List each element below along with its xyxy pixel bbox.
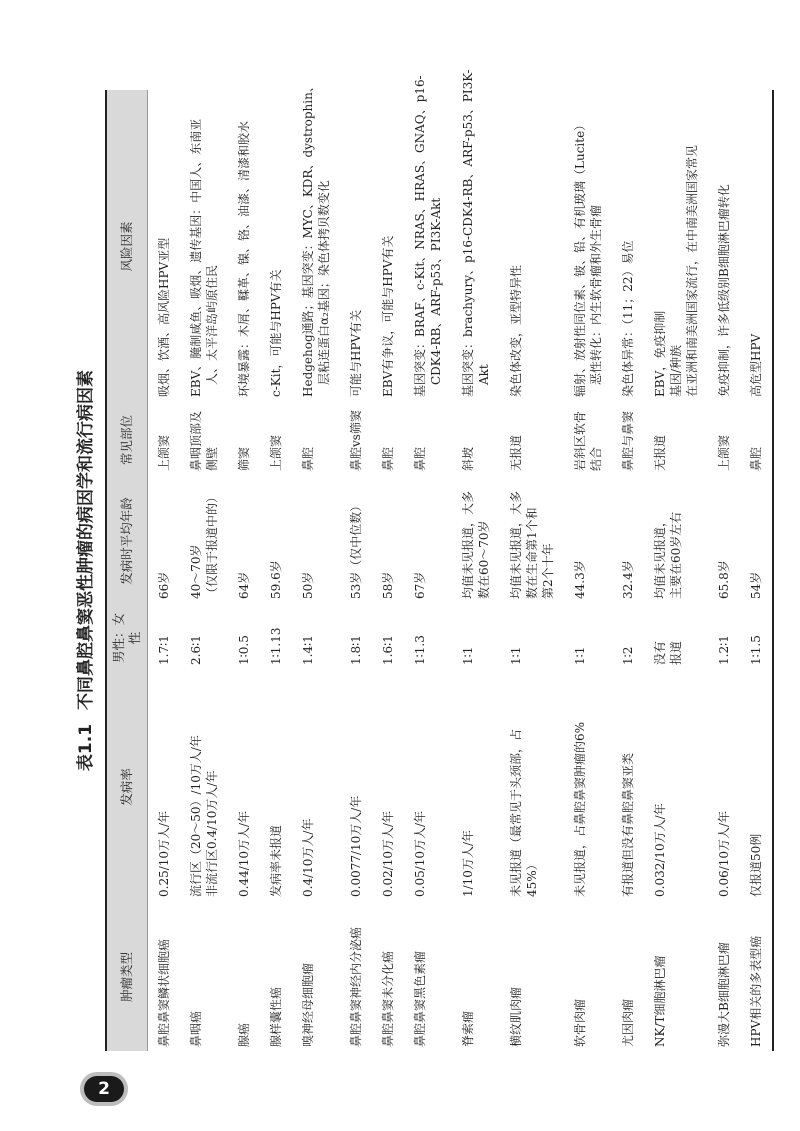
table-body — [148, 69, 774, 1051]
cell-line: 1∶1.13 — [269, 627, 283, 665]
cell-age — [260, 477, 292, 605]
cell-line: 上颌窦 — [269, 434, 283, 471]
cell-line: 鼻腔vs筛窦 — [349, 410, 363, 471]
cell-line: 主要在60岁左右 — [669, 511, 683, 599]
cell-age — [740, 477, 773, 605]
column-header: 发病时平均年龄 — [106, 477, 148, 605]
column-header: 男性：女性 — [106, 605, 148, 671]
cell-line: 1.7∶1 — [157, 635, 171, 665]
cell-line: 嗅神经母细胞瘤 — [301, 962, 315, 1047]
cell-line: EBV、腌制咸鱼、吸烟、遗传基因：中国人、东南亚 — [189, 118, 203, 397]
cell-risk — [452, 69, 500, 403]
table-row — [228, 90, 260, 1051]
cell-risk — [260, 90, 292, 403]
cell-age — [372, 477, 404, 605]
cell-age — [180, 477, 228, 605]
column-header: 常见部位 — [106, 403, 148, 477]
cell-line: 染色体改变，亚型特异性 — [509, 264, 523, 397]
cell-line: 数在60～70岁 — [477, 520, 491, 599]
cell-risk — [340, 90, 372, 403]
table-row — [340, 90, 372, 1051]
cell-line: 1.4∶1 — [301, 635, 315, 665]
cell-line: 0.4/10万人/年 — [301, 818, 315, 897]
cell-line: Akt — [477, 364, 491, 385]
cell-type — [564, 903, 612, 1051]
cell-line: 0.05/10万人/年 — [413, 810, 427, 897]
cell-risk — [612, 90, 644, 403]
cell-line: 人、太平洋岛屿原住民 — [205, 264, 219, 385]
cell-line: 44.3岁 — [573, 560, 587, 599]
cell-line: 没有 — [653, 640, 667, 665]
cell-incidence — [260, 671, 292, 903]
cell-age — [708, 477, 740, 605]
cell-line: 32.4岁 — [621, 560, 635, 599]
cell-site — [644, 403, 708, 477]
cell-age — [644, 477, 708, 605]
cell-ratio — [148, 605, 181, 671]
cell-type — [404, 903, 452, 1051]
cell-risk — [564, 90, 612, 403]
table-title: 不同鼻腔鼻窦恶性肿瘤的病因学和流行病因素 — [76, 369, 96, 710]
cell-line: 在亚洲和南美洲国家流行，在中南美洲国家常见 — [685, 144, 699, 397]
cell-line: 未见报道（最常见于头颈部，占 — [509, 728, 523, 897]
cell-line: HPV相关的多表型癌 — [749, 935, 763, 1047]
table-row — [292, 90, 340, 1051]
cell-incidence — [500, 671, 564, 903]
column-header: 风险因素 — [106, 90, 148, 403]
cell-line: 鼻腔鼻窦神经内分泌癌 — [349, 926, 363, 1047]
cell-risk — [404, 75, 452, 403]
cell-line: 鼻咽癌 — [189, 1010, 203, 1047]
cell-incidence — [740, 671, 773, 903]
cell-line: 1∶1.3 — [413, 635, 427, 665]
cell-site — [500, 403, 564, 477]
cell-line: 鼻腔 — [749, 446, 763, 471]
cell-line: 64岁 — [237, 571, 251, 599]
cell-line: 流行区（20～50）/10万人/年 — [189, 735, 203, 897]
cell-line: 辐射、放射性同位素、铍、铅、有机玻璃（Lucite） — [573, 118, 587, 397]
cell-line: 0.06/10万人/年 — [717, 810, 731, 897]
cell-line: 0.02/10万人/年 — [381, 810, 395, 897]
cell-type — [372, 903, 404, 1051]
table-number: 表1.1 — [76, 723, 96, 772]
cell-line: 鼻咽顶部及 — [189, 410, 203, 471]
cell-age — [452, 477, 500, 605]
cell-line: 鼻腔 — [413, 446, 427, 471]
cell-line: 侧壁 — [205, 446, 219, 471]
cell-incidence — [564, 671, 612, 903]
cell-risk — [644, 90, 708, 403]
cell-line: 1∶0.5 — [237, 635, 251, 665]
cell-line: 45%） — [525, 858, 539, 897]
cell-risk — [180, 90, 228, 403]
cell-ratio — [180, 605, 228, 671]
cell-line: NK/T细胞淋巴瘤 — [653, 955, 667, 1047]
cell-line: 环境暴露：木屑、鞣革、镍、铬、油漆、清漆和胶水 — [237, 120, 251, 397]
table-row — [708, 90, 740, 1051]
cell-line: 上颌窦 — [717, 434, 731, 471]
cell-site — [260, 403, 292, 477]
cell-site — [740, 403, 773, 477]
table-row — [452, 90, 500, 1051]
table-caption — [71, 90, 96, 1051]
cell-type — [180, 903, 228, 1051]
cell-line: 均值未见报道， — [653, 514, 667, 599]
cell-risk — [228, 90, 260, 403]
cell-line: 弥漫大B细胞淋巴瘤 — [717, 942, 731, 1047]
cell-type — [292, 903, 340, 1051]
cell-line: 40～70岁 — [189, 544, 203, 599]
table-row — [740, 90, 773, 1051]
cell-incidence — [292, 671, 340, 903]
cell-type — [500, 903, 564, 1051]
cell-line: 1∶1 — [461, 646, 475, 665]
cell-line: 1∶1 — [509, 646, 523, 665]
cell-site — [452, 403, 500, 477]
cell-line: 无报道 — [509, 434, 523, 471]
cell-line: 1∶1 — [573, 646, 587, 665]
cell-incidence — [452, 671, 500, 903]
cell-line: 斜坡 — [461, 446, 475, 471]
cell-line: 均值未见报道，大多 — [509, 490, 523, 599]
cell-line: 鼻腔鼻窦鳞状细胞癌 — [157, 938, 171, 1047]
cell-line: 腺样囊性癌 — [269, 986, 283, 1047]
data-table — [105, 69, 774, 1051]
cell-line: 0.44/10万人/年 — [237, 810, 251, 897]
cell-line: 高危型HPV — [749, 333, 763, 397]
cell-incidence — [404, 671, 452, 903]
cell-ratio — [228, 605, 260, 671]
cell-incidence — [340, 671, 372, 903]
cell-line: 基因/种族 — [669, 344, 683, 397]
cell-line: 软骨肉瘤 — [573, 998, 587, 1047]
cell-site — [292, 403, 340, 477]
table-row — [612, 90, 644, 1051]
cell-ratio — [292, 605, 340, 671]
cell-incidence — [708, 671, 740, 903]
cell-line: 结合 — [589, 446, 603, 471]
cell-type — [612, 903, 644, 1051]
cell-ratio — [708, 605, 740, 671]
cell-line: 未见报道，占鼻腔鼻窦肿瘤的6% — [573, 721, 587, 897]
cell-age — [564, 477, 612, 605]
cell-line: 1.8∶1 — [349, 635, 363, 665]
cell-line: 腺癌 — [237, 1022, 251, 1047]
cell-line: 脊索瘤 — [461, 1010, 475, 1047]
table-row — [404, 90, 452, 1051]
cell-ratio — [452, 605, 500, 671]
cell-line: 均值未见报道，大多 — [461, 490, 475, 599]
cell-line: 50岁 — [301, 571, 315, 599]
cell-risk — [148, 90, 181, 403]
cell-ratio — [644, 605, 708, 671]
cell-line: 恶性转化：内生软骨瘤和外生骨瘤 — [589, 204, 603, 385]
cell-line: 58岁 — [381, 571, 395, 599]
cell-age — [404, 477, 452, 605]
cell-line: 鼻腔 — [301, 446, 315, 471]
cell-line: 54岁 — [749, 571, 763, 599]
cell-ratio — [564, 605, 612, 671]
cell-risk — [292, 80, 340, 403]
cell-line: 数在生命第1个和 — [525, 507, 539, 599]
cell-incidence — [180, 671, 228, 903]
cell-age — [500, 477, 564, 605]
cell-line: 65.8岁 — [717, 560, 731, 599]
page-number: 2 — [84, 1076, 124, 1102]
cell-line: 第2个十年 — [541, 543, 555, 599]
cell-line: 非流行区0.4/10万人/年 — [205, 770, 219, 897]
cell-incidence — [372, 671, 404, 903]
cell-incidence — [228, 671, 260, 903]
cell-line: 上颌窦 — [157, 434, 171, 471]
cell-type — [148, 903, 181, 1051]
cell-line: c-Kit，可能与HPV有关 — [269, 269, 283, 397]
cell-ratio — [372, 605, 404, 671]
cell-line: （仅限于报道中的） — [205, 490, 219, 599]
cell-type — [260, 903, 292, 1051]
table-row — [564, 90, 612, 1051]
cell-site — [612, 403, 644, 477]
cell-line: 1∶1.5 — [749, 635, 763, 665]
cell-line: 2.6∶1 — [189, 635, 203, 665]
cell-line: 0.0077/10万人/年 — [349, 795, 363, 897]
cell-site — [180, 403, 228, 477]
cell-site — [404, 403, 452, 477]
cell-risk — [372, 90, 404, 403]
cell-site — [340, 403, 372, 477]
column-header: 肿瘤类型 — [106, 903, 148, 1051]
cell-ratio — [612, 605, 644, 671]
cell-line: CDK4-RB、ARF-p53、PI3K-Akt — [429, 197, 443, 385]
cell-line: 1.6∶1 — [381, 635, 395, 665]
cell-line: 鼻腔与鼻窦 — [621, 410, 635, 471]
cell-line: 尤因肉瘤 — [621, 998, 635, 1047]
cell-line: 鼻腔鼻窦黑色素瘤 — [413, 950, 427, 1047]
cell-line: 鼻腔 — [381, 446, 395, 471]
cell-line: 免疫抑制，许多低级别B细胞淋巴瘤转化 — [717, 184, 731, 397]
cell-age — [340, 477, 372, 605]
cell-age — [292, 477, 340, 605]
cell-line: 可能与HPV有关 — [349, 309, 363, 397]
cell-type — [228, 903, 260, 1051]
column-header: 发病率 — [106, 671, 148, 903]
cell-site — [708, 403, 740, 477]
cell-line: 59.6岁 — [269, 560, 283, 599]
rotated-table-sheet — [76, 69, 763, 1051]
cell-ratio — [500, 605, 564, 671]
cell-line: Hedgehog通路；基因突变：MYC、KDR、dystrophin、 — [301, 80, 315, 397]
table-row — [260, 90, 292, 1051]
cell-line: 1∶2 — [621, 646, 635, 665]
cell-line: 吸烟、饮酒、高风险HPV亚型 — [157, 237, 171, 397]
cell-line: 基因突变：BRAF、c-Kit、NRAS、HRAS、GNAQ、p16- — [413, 75, 427, 397]
cell-ratio — [340, 605, 372, 671]
table-row — [500, 90, 564, 1051]
cell-type — [740, 903, 773, 1051]
cell-line: 报道 — [669, 640, 683, 665]
cell-age — [612, 477, 644, 605]
cell-line: 0.25/10万人/年 — [157, 810, 171, 897]
cell-incidence — [612, 671, 644, 903]
cell-site — [564, 403, 612, 477]
cell-line: 1.2∶1 — [717, 635, 731, 665]
cell-line: 有报道但没有鼻腔鼻窦亚类 — [621, 752, 635, 897]
cell-type — [452, 903, 500, 1051]
cell-line: 仅报道50例 — [749, 833, 763, 897]
cell-site — [228, 403, 260, 477]
cell-line: EBV，免疫抑制 — [653, 310, 667, 397]
cell-line: 岩斜区软骨 — [573, 410, 587, 471]
header-row — [106, 90, 148, 1051]
cell-incidence — [644, 671, 708, 903]
cell-line: 66岁 — [157, 571, 171, 599]
cell-line: 53岁（仅中位数） — [349, 499, 363, 599]
cell-line: 0.032/10万人/年 — [653, 803, 667, 897]
cell-line: 染色体异常：（11；22）易位 — [621, 240, 635, 397]
cell-line: 横纹肌肉瘤 — [509, 986, 523, 1047]
cell-age — [228, 477, 260, 605]
cell-incidence — [148, 671, 181, 903]
cell-line: EBV有争议，可能与HPV有关 — [381, 235, 395, 397]
cell-ratio — [740, 605, 773, 671]
table-row — [644, 90, 708, 1051]
cell-age — [148, 477, 181, 605]
cell-type — [340, 903, 372, 1051]
cell-ratio — [260, 605, 292, 671]
cell-type — [708, 903, 740, 1051]
cell-line: 67岁 — [413, 571, 427, 599]
table-row — [372, 90, 404, 1051]
cell-risk — [708, 90, 740, 403]
cell-line: 层粘连蛋白α₂基因；染色体拷贝数变化 — [317, 180, 331, 385]
cell-line: 发病率未报道 — [269, 824, 283, 897]
cell-line: 筛窦 — [237, 446, 251, 471]
cell-risk — [740, 90, 773, 403]
cell-ratio — [404, 605, 452, 671]
cell-risk — [500, 90, 564, 403]
cell-line: 鼻腔鼻窦未分化癌 — [381, 950, 395, 1047]
cell-line: 1/10万人/年 — [461, 830, 475, 897]
cell-line: 基因突变：brachyury、p16-CDK4-RB、ARF-p53、PI3K- — [461, 69, 475, 397]
table-row — [180, 90, 228, 1051]
cell-line: 无报道 — [653, 434, 667, 471]
cell-site — [148, 403, 181, 477]
cell-type — [644, 903, 708, 1051]
cell-site — [372, 403, 404, 477]
table-row — [148, 90, 181, 1051]
